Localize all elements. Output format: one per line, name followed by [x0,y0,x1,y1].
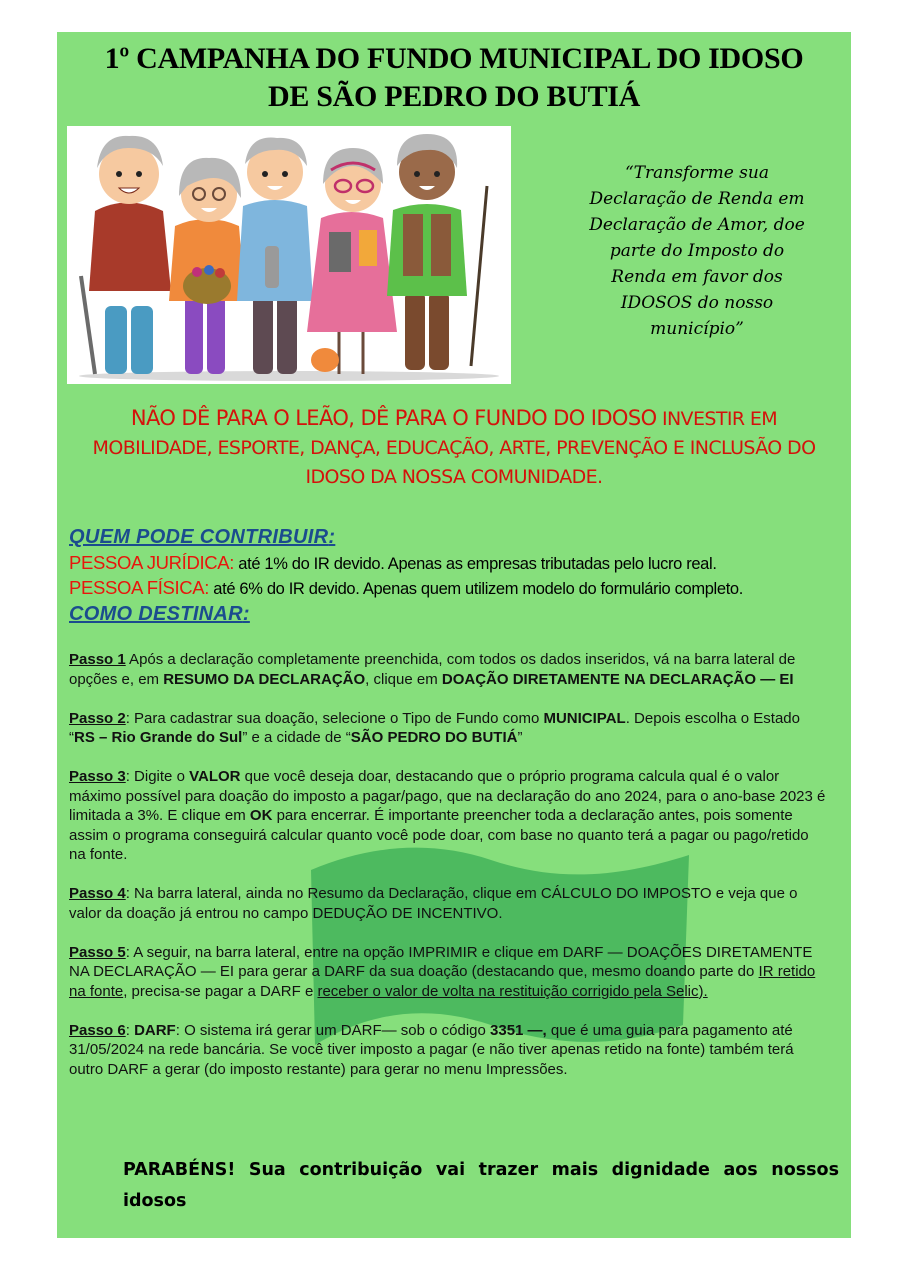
campaign-slogan [57,404,851,492]
step-3: Passo 3: Digite o VALOR que você deseja doar, destacando que o próprio programa calcula qual é o valor máximo possível para doação do imposto a pagar/pago, que na declaração do ano 2024, para o ano-base 2023 é limitada a 3%. E clique em OK para encerrar. É importante preencher toda a declaração antes, pois somente assim o programa conseguirá calcular quanto você pode doar, com base no quanto terá a pagar ou pago/retido na fonte. [69,768,826,863]
how-to-donate-heading: COMO DESTINAR: [69,603,250,625]
slogan-line-1-rest: INVESTIR EM [656,408,778,430]
slogan-line-3: IDOSO DA NOSSA COMUNIDADE. [305,466,603,488]
quote-line: parte do Imposto do [609,241,785,261]
contributor-individual [69,577,849,600]
title-line-2: DE SÃO PEDRO DO BUTIÁ [267,80,641,113]
figure-man-blue-shirt [237,138,313,374]
quote-line: IDOSOS do nosso [620,293,774,313]
campaign-title [57,40,851,116]
contributor-text: até 1% do IR devido. Apenas as empresas tributadas pelo lucro real. [234,555,717,573]
figure-woman-orange-basket [169,158,245,374]
quote-line: “Transforme sua [624,163,769,183]
step-4: Passo 4: Na barra lateral, ainda no Resumo da Declaração, clique em CÁLCULO DO IMPOSTO e veja que o valor da doação já entrou no campo DEDUÇÃO DE INCENTIVO. [69,885,798,922]
who-can-contribute-heading: QUEM PODE CONTRIBUIR: [69,526,336,548]
figure-man-red-sweater [81,136,171,374]
elderly-group-illustration [67,126,511,384]
quote-line: Declaração de Renda em [589,189,805,209]
step-6: Passo 6: DARF: O sistema irá gerar um DARF— sob o código 3351 —, que é uma guia para pagamento até 31/05/2024 na rede bancária. Se você tiver imposto a pagar (e não tiver apenas retido na fonte) também terá outro DARF a gerar (do imposto restante) para gerar no menu Impressões. [69,1021,794,1078]
contributor-legal-entity [69,552,849,575]
step-2: Passo 2: Para cadastrar sua doação, selecione o Tipo de Fundo como MUNICIPAL. Depois escolha o Estado “RS – Rio Grande do Sul” e a cidade de “SÃO PEDRO DO BUTIÁ” [69,709,800,746]
slogan-line-2: MOBILIDADE, ESPORTE, DANÇA, EDUCAÇÃO, ARTE, PREVENÇÃO E INCLUSÃO DO [92,437,816,459]
slogan-line-1 [57,404,851,434]
step-1: Passo 1 Após a declaração completamente preenchida, com todos os dados inseridos, vá na barra lateral de opções e, em RESUMO DA DECLARAÇÃO, clique em DOAÇÃO DIRETAMENTE NA DECLARAÇÃO — EI [69,651,796,688]
contributor-text: até 6% do IR devido. Apenas quem utilizem modelo do formulário completo. [209,580,743,598]
quote-line: Declaração de Amor, doe [589,215,805,235]
figure-woman-pink-dress [307,148,397,374]
flyer-panel [57,32,851,1238]
quote-line: município” [650,319,744,339]
congratulations-message: PARABÉNS! Sua contribuição vai trazer mais dignidade aos nossos idosos [123,1160,839,1211]
figure-man-green-vest [387,134,487,370]
donation-steps [69,650,829,1099]
elderly-people-image [67,126,511,384]
contributor-label: PESSOA FÍSICA: [69,577,210,598]
slogan-highlight: NÃO DÊ PARA O LEÃO, DÊ PARA O FUNDO DO IDOSO [130,406,657,430]
quote-line: Renda em favor dos [611,267,783,287]
contributor-label: PESSOA JURÍDICA: [69,552,235,573]
step-5: Passo 5: A seguir, na barra lateral, entre na opção IMPRIMIR e clique em DARF — DOAÇÕES DIRETAMENTE NA DECLARAÇÃO — EI para gerar a DARF da sua doação (destacando que, mesmo doando parte do IR retido na fonte, precisa-se pagar a DARF e receber o valor de volta na restituição corrigido pela Selic). [69,943,816,1000]
title-line-1: 1º CAMPANHA DO FUNDO MUNICIPAL DO IDOSO [104,42,804,75]
campaign-quote [567,160,827,342]
